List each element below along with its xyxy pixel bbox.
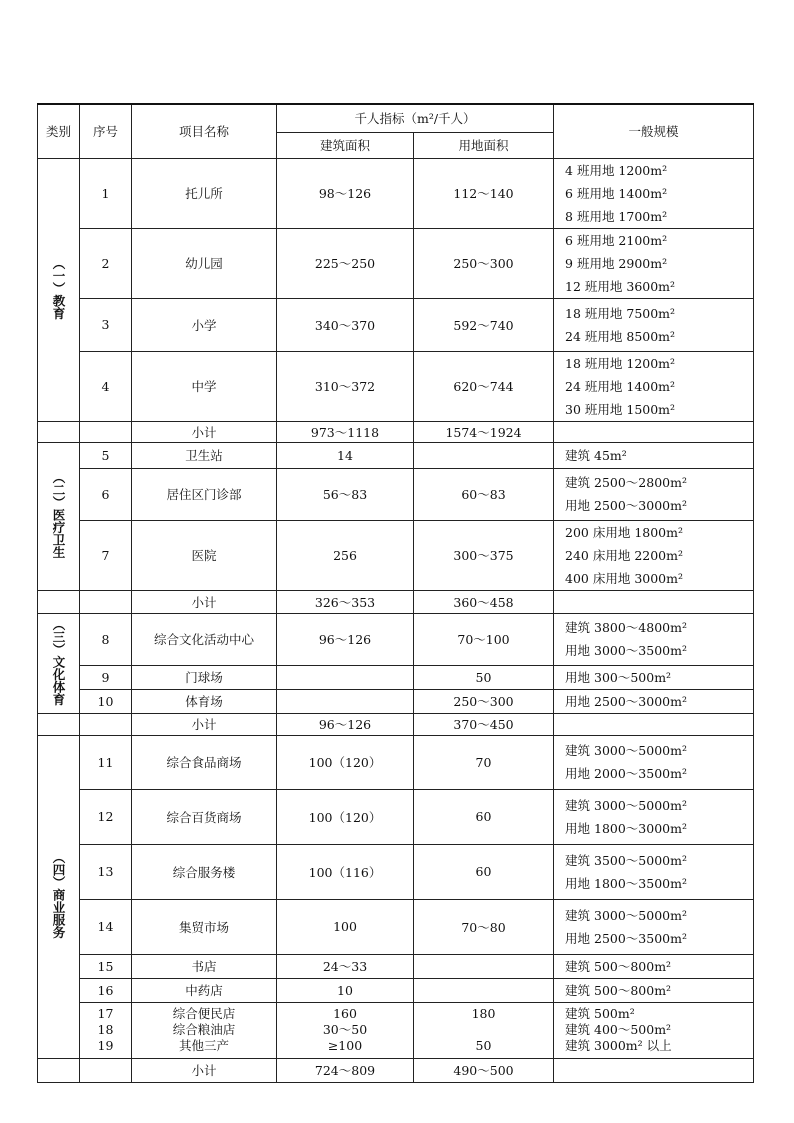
land-area-cell: 300～375 <box>414 520 554 590</box>
scale-line: 建筑 500～800m² <box>565 982 672 998</box>
name-cell: 综合服务楼 <box>132 844 277 899</box>
scale-line: 建筑 45m² <box>565 447 627 463</box>
scale-cell <box>554 954 754 978</box>
scale-cell-line: 建筑 400～500m² <box>565 1022 672 1037</box>
header-seq: 序号 <box>80 104 132 158</box>
subtotal-seq-cell <box>80 713 132 735</box>
table-row <box>38 468 754 520</box>
subtotal-scale-cell <box>554 1058 754 1082</box>
subtotal-land-area: 490～500 <box>414 1058 554 1082</box>
scale-line: 6 班用地 2100m² <box>565 232 668 248</box>
seq-cell: 14 <box>80 899 132 954</box>
land-area-cell <box>414 954 554 978</box>
subtotal-land-area: 360～458 <box>414 590 554 613</box>
land-area-cell-line: 180 <box>471 1006 496 1021</box>
name-cell: 体育场 <box>132 689 277 713</box>
scale-line: 8 班用地 1700m² <box>565 208 668 224</box>
scale-line: 建筑 500～800m² <box>565 958 672 974</box>
subtotal-building-area: 724～809 <box>277 1058 414 1082</box>
table-row <box>38 844 754 899</box>
scale-cell <box>554 1002 754 1058</box>
scale-cell <box>554 613 754 665</box>
land-area-cell: 70～100 <box>414 613 554 665</box>
subtotal-row <box>38 713 754 735</box>
category-cell <box>38 442 80 590</box>
name-cell: 小学 <box>132 298 277 351</box>
category-label: （一）教育 <box>51 256 66 320</box>
subtotal-label: 小计 <box>132 421 277 442</box>
header-land-area: 用地面积 <box>414 132 554 158</box>
scale-line: 用地 3000～3500m² <box>565 643 687 658</box>
name-cell <box>132 1002 277 1058</box>
scale-line: 建筑 3500～5000m² <box>565 852 687 868</box>
scale-cell <box>554 844 754 899</box>
table-row <box>38 978 754 1002</box>
seq-cell: 7 <box>80 520 132 590</box>
scale-cell <box>554 442 754 468</box>
scale-line: 9 班用地 2900m² <box>565 255 668 271</box>
seq-cell: 2 <box>80 228 132 298</box>
seq-cell: 9 <box>80 665 132 689</box>
seq-cell: 4 <box>80 351 132 421</box>
building-area-cell: 24～33 <box>277 954 414 978</box>
subtotal-empty-cell <box>38 421 80 442</box>
land-area-cell: 60 <box>414 789 554 844</box>
scale-line: 用地 1800～3000m² <box>565 820 687 836</box>
scale-line: 用地 2500～3500m² <box>565 930 687 946</box>
seq-cell-line: 18 <box>97 1022 114 1037</box>
name-cell-line: 综合粮油店 <box>172 1022 236 1037</box>
scale-cell <box>554 468 754 520</box>
facility-index-table <box>37 103 754 1083</box>
scale-cell <box>554 789 754 844</box>
category-label: （二）医疗卫生 <box>51 470 66 559</box>
scale-cell <box>554 899 754 954</box>
header-scale: 一般规模 <box>554 104 754 158</box>
name-cell: 卫生站 <box>132 442 277 468</box>
building-area-cell: 98～126 <box>277 158 414 228</box>
header-index-group: 千人指标（m²/千人） <box>277 104 554 132</box>
building-area-cell: 10 <box>277 978 414 1002</box>
scale-line: 建筑 3000～5000m² <box>565 743 687 758</box>
name-cell: 综合百货商场 <box>132 789 277 844</box>
name-cell: 书店 <box>132 954 277 978</box>
name-cell: 幼儿园 <box>132 228 277 298</box>
name-cell-line: 综合便民店 <box>172 1006 236 1021</box>
scale-cell <box>554 735 754 789</box>
header-category: 类别 <box>38 104 80 158</box>
subtotal-row <box>38 1058 754 1082</box>
building-area-cell: 56～83 <box>277 468 414 520</box>
name-cell-line: 其他三产 <box>178 1038 229 1053</box>
name-cell: 居住区门诊部 <box>132 468 277 520</box>
land-area-cell: 592～740 <box>414 298 554 351</box>
subtotal-seq-cell <box>80 590 132 613</box>
table-row <box>38 298 754 351</box>
subtotal-seq-cell <box>80 1058 132 1082</box>
subtotal-label: 小计 <box>132 713 277 735</box>
subtotal-scale-cell <box>554 590 754 613</box>
building-area-cell-line: 30～50 <box>322 1022 368 1037</box>
scale-cell-line: 建筑 3000m² 以上 <box>565 1038 672 1053</box>
seq-cell: 10 <box>80 689 132 713</box>
land-area-cell: 60～83 <box>414 468 554 520</box>
scale-line: 240 床用地 2200m² <box>565 547 683 563</box>
land-area-cell: 112～140 <box>414 158 554 228</box>
scale-line: 建筑 3000～5000m² <box>565 907 687 923</box>
scale-cell <box>554 351 754 421</box>
table-row <box>38 665 754 689</box>
scale-cell-line: 建筑 500m² <box>565 1006 635 1021</box>
subtotal-building-area: 973～1118 <box>277 421 414 442</box>
name-cell: 集贸市场 <box>132 899 277 954</box>
subtotal-scale-cell <box>554 713 754 735</box>
land-area-cell: 620～744 <box>414 351 554 421</box>
subtotal-building-area: 96～126 <box>277 713 414 735</box>
scale-line: 400 床用地 3000m² <box>565 570 683 586</box>
category-cell <box>38 735 80 1058</box>
seq-cell: 6 <box>80 468 132 520</box>
scale-line: 建筑 2500～2800m² <box>565 475 687 490</box>
building-area-cell <box>277 1002 414 1058</box>
scale-line: 24 班用地 8500m² <box>565 328 676 344</box>
category-cell <box>38 158 80 421</box>
land-area-cell: 70 <box>414 735 554 789</box>
scale-cell <box>554 298 754 351</box>
land-area-cell: 250～300 <box>414 228 554 298</box>
table-row <box>38 442 754 468</box>
name-cell: 综合文化活动中心 <box>132 613 277 665</box>
table-row <box>38 158 754 228</box>
scale-cell <box>554 689 754 713</box>
scale-line: 建筑 3000～5000m² <box>565 797 687 813</box>
scale-line: 24 班用地 1400m² <box>565 378 676 394</box>
scale-line: 30 班用地 1500m² <box>565 401 676 417</box>
name-cell: 医院 <box>132 520 277 590</box>
land-area-cell: 50 <box>414 665 554 689</box>
land-area-cell: 250～300 <box>414 689 554 713</box>
scale-cell <box>554 978 754 1002</box>
header-name: 项目名称 <box>132 104 277 158</box>
seq-cell-line: 19 <box>97 1038 114 1053</box>
name-cell: 综合食品商场 <box>132 735 277 789</box>
subtotal-empty-cell <box>38 713 80 735</box>
scale-line: 建筑 3800～4800m² <box>565 620 687 635</box>
building-area-cell: 100 <box>277 899 414 954</box>
building-area-cell-line: ≥100 <box>327 1038 363 1053</box>
table-row <box>38 899 754 954</box>
header-building-area: 建筑面积 <box>277 132 414 158</box>
land-area-cell <box>414 978 554 1002</box>
subtotal-land-area: 1574～1924 <box>414 421 554 442</box>
name-cell: 门球场 <box>132 665 277 689</box>
seq-cell: 3 <box>80 298 132 351</box>
name-cell: 中药店 <box>132 978 277 1002</box>
table-row <box>38 789 754 844</box>
seq-cell: 1 <box>80 158 132 228</box>
land-area-cell-line: 50 <box>475 1038 492 1053</box>
subtotal-building-area: 326～353 <box>277 590 414 613</box>
subtotal-empty-cell <box>38 1058 80 1082</box>
table-row <box>38 520 754 590</box>
scale-line: 用地 2500～3000m² <box>565 498 687 513</box>
scale-cell <box>554 158 754 228</box>
table-row <box>38 613 754 665</box>
subtotal-row <box>38 421 754 442</box>
land-area-cell <box>414 1002 554 1058</box>
category-cell <box>38 613 80 713</box>
facility-index-table-container <box>37 103 753 1083</box>
scale-cell <box>554 228 754 298</box>
scale-line: 6 班用地 1400m² <box>565 185 668 201</box>
scale-line: 用地 1800～3500m² <box>565 875 687 891</box>
seq-cell: 5 <box>80 442 132 468</box>
scale-cell <box>554 665 754 689</box>
seq-cell <box>80 1002 132 1058</box>
name-cell: 中学 <box>132 351 277 421</box>
building-area-cell: 100（120） <box>277 789 414 844</box>
table-row <box>38 689 754 713</box>
seq-cell-line: 17 <box>97 1006 114 1021</box>
category-label: （四）商业服务 <box>51 851 66 939</box>
seq-cell: 16 <box>80 978 132 1002</box>
building-area-cell: 100（116） <box>277 844 414 899</box>
scale-line: 4 班用地 1200m² <box>565 162 668 178</box>
scale-line: 18 班用地 7500m² <box>565 305 676 321</box>
land-area-cell <box>414 442 554 468</box>
table-row <box>38 228 754 298</box>
building-area-cell: 340～370 <box>277 298 414 351</box>
scale-line: 用地 300～500m² <box>565 669 672 685</box>
seq-cell: 13 <box>80 844 132 899</box>
category-label: （三）文化体育 <box>51 617 66 706</box>
subtotal-empty-cell <box>38 590 80 613</box>
building-area-cell <box>277 689 414 713</box>
scale-line: 200 床用地 1800m² <box>565 524 683 540</box>
name-cell: 托儿所 <box>132 158 277 228</box>
scale-line: 18 班用地 1200m² <box>565 355 676 371</box>
building-area-cell-line: 160 <box>333 1006 357 1021</box>
scale-cell <box>554 520 754 590</box>
land-area-cell: 70～80 <box>414 899 554 954</box>
land-area-cell-line <box>414 1022 553 1038</box>
building-area-cell: 14 <box>277 442 414 468</box>
subtotal-label: 小计 <box>132 1058 277 1082</box>
building-area-cell: 310～372 <box>277 351 414 421</box>
building-area-cell: 256 <box>277 520 414 590</box>
subtotal-row <box>38 590 754 613</box>
subtotal-label: 小计 <box>132 590 277 613</box>
building-area-cell <box>277 665 414 689</box>
building-area-cell: 100（120） <box>277 735 414 789</box>
subtotal-scale-cell <box>554 421 754 442</box>
table-row-merged <box>38 1002 754 1058</box>
subtotal-seq-cell <box>80 421 132 442</box>
table-row <box>38 351 754 421</box>
table-row <box>38 954 754 978</box>
building-area-cell: 225～250 <box>277 228 414 298</box>
building-area-cell: 96～126 <box>277 613 414 665</box>
seq-cell: 12 <box>80 789 132 844</box>
seq-cell: 11 <box>80 735 132 789</box>
scale-line: 用地 2000～3500m² <box>565 766 687 781</box>
scale-line: 用地 2500～3000m² <box>565 693 687 709</box>
seq-cell: 15 <box>80 954 132 978</box>
subtotal-land-area: 370～450 <box>414 713 554 735</box>
land-area-cell: 60 <box>414 844 554 899</box>
table-row <box>38 735 754 789</box>
seq-cell: 8 <box>80 613 132 665</box>
scale-line: 12 班用地 3600m² <box>565 278 676 294</box>
table-body <box>38 158 754 1082</box>
